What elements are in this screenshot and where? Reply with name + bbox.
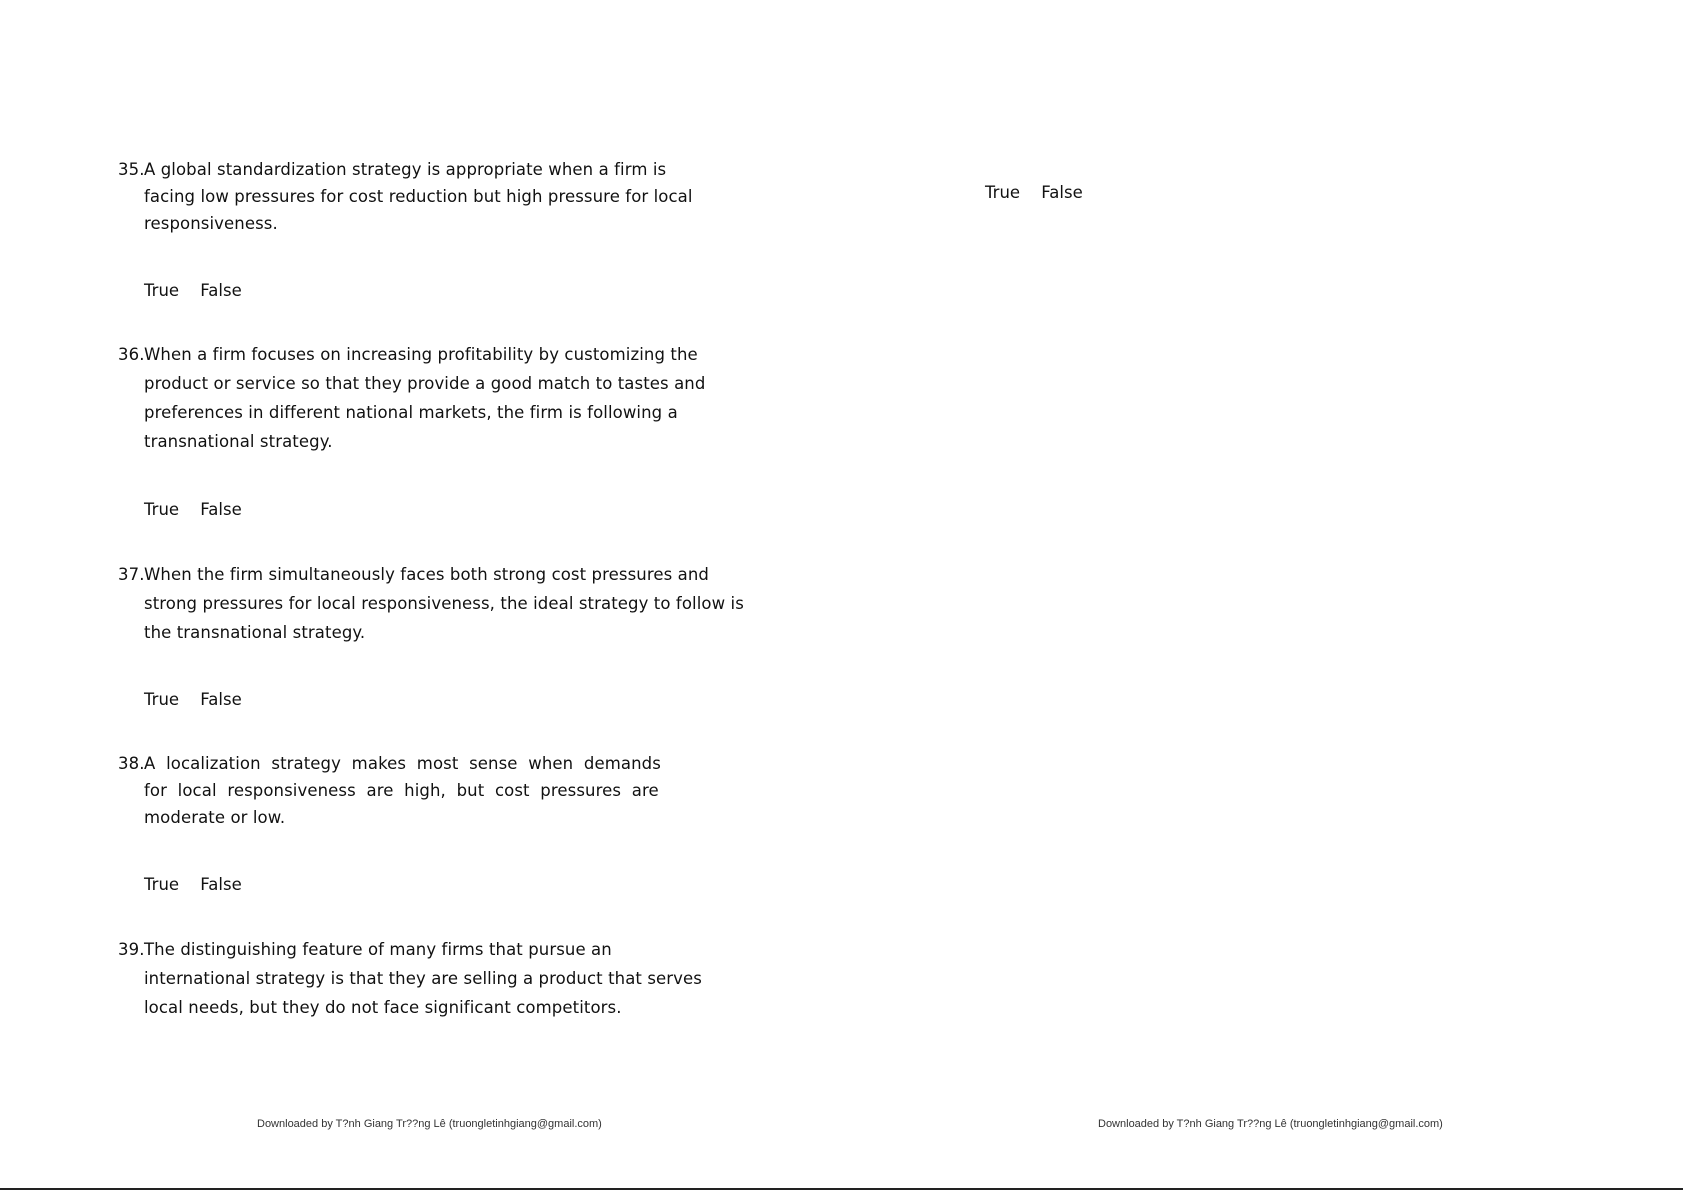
- question-line: moderate or low.: [144, 808, 286, 827]
- answer-options-35: [144, 281, 242, 300]
- left-page: [0, 0, 841, 1191]
- download-footer-right: Downloaded by T?nh Giang Tr??ng Lê (truongletinhgiang@gmail.com): [1098, 1118, 1443, 1130]
- question-line: product or service so that they provide a good match to tastes and: [144, 374, 706, 393]
- answer-options-36: [144, 500, 242, 519]
- question-number: 39.: [118, 940, 145, 959]
- question-line: the transnational strategy.: [144, 623, 366, 642]
- question-line: for local responsiveness are high, but cost pressures are: [144, 781, 659, 800]
- answer-options-38: [144, 875, 242, 894]
- question-line: preferences in different national markets, the firm is following a: [144, 403, 678, 422]
- question-line: transnational strategy.: [144, 432, 333, 451]
- false-option[interactable]: False: [200, 500, 242, 519]
- question-number: 37.: [118, 565, 145, 584]
- false-option[interactable]: False: [1041, 183, 1083, 202]
- question-line: The distinguishing feature of many firms that pursue an: [144, 940, 612, 959]
- question-text: [144, 345, 706, 461]
- question-line: When a firm focuses on increasing profitability by customizing the: [144, 345, 698, 364]
- question-text: [144, 565, 744, 652]
- question-number: 38.: [118, 754, 145, 773]
- question-line: A global standardization strategy is appropriate when a firm is: [144, 160, 667, 179]
- question-line: international strategy is that they are selling a product that serves: [144, 969, 702, 988]
- question-line: local needs, but they do not face significant competitors.: [144, 998, 622, 1017]
- question-number: 36.: [118, 345, 145, 364]
- question-number: 35.: [118, 160, 145, 179]
- bottom-border: [0, 1188, 1683, 1190]
- answer-options-right: [985, 183, 1083, 202]
- question-text: [144, 940, 702, 1027]
- download-footer-left: Downloaded by T?nh Giang Tr??ng Lê (truongletinhgiang@gmail.com): [257, 1118, 602, 1130]
- true-option[interactable]: True: [985, 183, 1021, 202]
- true-option[interactable]: True: [144, 875, 180, 894]
- question-line: When the firm simultaneously faces both strong cost pressures and: [144, 565, 709, 584]
- right-page: [841, 0, 1683, 1191]
- false-option[interactable]: False: [200, 875, 242, 894]
- true-option[interactable]: True: [144, 500, 180, 519]
- question-text: [144, 754, 661, 835]
- question-line: facing low pressures for cost reduction but high pressure for local: [144, 187, 693, 206]
- false-option[interactable]: False: [200, 690, 242, 709]
- question-line: A localization strategy makes most sense when demands: [144, 754, 661, 773]
- answer-options-37: [144, 690, 242, 709]
- true-option[interactable]: True: [144, 690, 180, 709]
- question-text: [144, 160, 693, 241]
- false-option[interactable]: False: [200, 281, 242, 300]
- true-option[interactable]: True: [144, 281, 180, 300]
- question-line: responsiveness.: [144, 214, 278, 233]
- question-line: strong pressures for local responsiveness, the ideal strategy to follow is: [144, 594, 744, 613]
